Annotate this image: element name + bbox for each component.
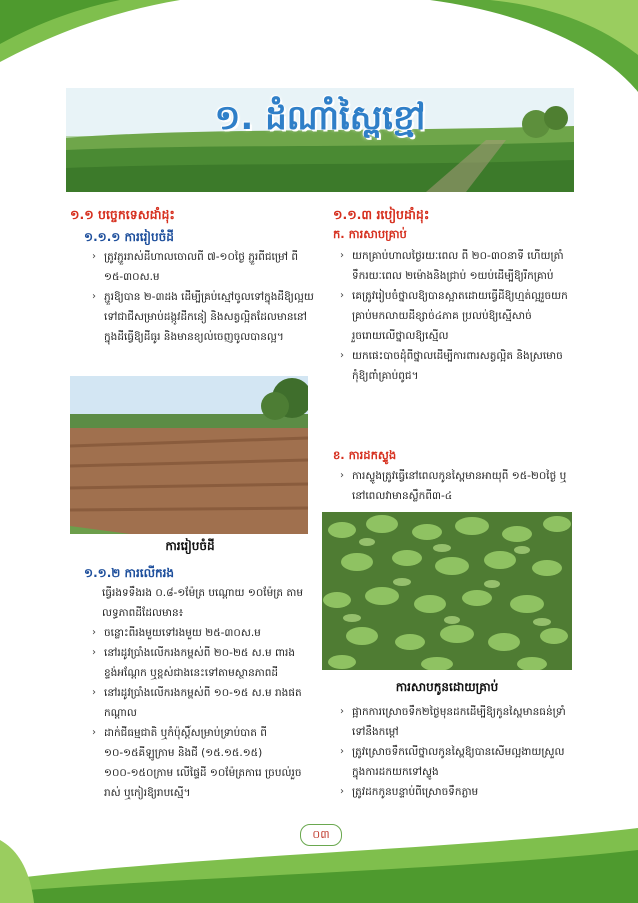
page-title: ១. ដំណាំស្ពៃខ្មៅ xyxy=(214,98,426,138)
bullet-item: › នៅរដូវប្រាំងលើករងកម្ពស់ពី ១០-១៥ ស.ម រាងផតកណ្តាល xyxy=(92,687,302,719)
bullets-a xyxy=(340,246,568,386)
intro-text: ធ្វើរងទទឹងរង ០.៨-១ម៉ែត្រ បណ្តោយ ១០ម៉ែត្រ តាមលទ្ធភាពដីដែលមាន៖ xyxy=(102,587,304,619)
bullet-item: › ត្រូវដកកូនបន្ទាប់ពីស្រោចទឹកភ្លាម xyxy=(340,786,479,798)
top-right-swoosh xyxy=(430,0,638,95)
section-heading-1-1-3: ១.១.៣ របៀបដាំដុះ xyxy=(333,207,430,222)
bullet-item: › នៅរដូវប្រាំងលើករងកម្ពស់ពី ២០-២៥ ស.ម ពារងខ្ទង់អណ្តែក ឬខ្ពស់ជាងនេះទៅតាមស្ថានភាពដី xyxy=(92,647,295,679)
bullet-item: › ភ្ជួរឱ្យបាន ២-៣ដង ដើម្បីគ្រប់ស្មៅចូលទៅក្នុងដីឱ្យល្អយទៅជាជីសម្រាប់ដង្កូវដីកនៀ និងសត្វល្អិតដែលមាននៅក្នុងដីធ្វើឱ្យដីធូរ និងមានខ្យល់ចេញចូលបានល្អ។ xyxy=(92,291,314,343)
bullet-item: › យកផេះបាចដុំពីថ្នាលដើម្បីការពារសត្វល្អិត និងស្រមោចកុំឱ្យពាំគ្រាប់ពូជ។ xyxy=(340,350,563,382)
prepared-field-photo xyxy=(70,376,308,534)
seedlings-photo xyxy=(322,512,572,670)
bullet-item: › ត្រូវស្រោចទឹកលើថ្នាលកូនស្ពៃឱ្យបានសើមល្អងាយស្រួលក្នុងការដកយកទៅស្ទូង xyxy=(340,746,565,778)
intro-1-1-2 xyxy=(92,583,314,623)
section-heading-1-1: ១.១ បច្ចេកទេសដាំដុះ xyxy=(70,207,175,222)
photo2-caption: ការសាបកូនដោយគ្រាប់ xyxy=(395,680,499,694)
subheading-b: ខ. ការដកស្ទូង xyxy=(333,448,397,462)
bullet-item: › គេត្រូវរៀបចំថ្នាលឱ្យបានស្អាតដោយធ្វើដីឱ្យហ្មត់ល្អរួចយកគ្រាប់មកលាយដីខ្សាច់៤ភាគ ប្រលប់ឱ្យស្មើសាច់ រួចរោយលើថ្នាលឱ្យស្មើល xyxy=(340,290,568,342)
bullets-1-1-1 xyxy=(92,247,314,347)
bullet-item: › ត្រូវភ្ជួររាស់ដីហាលចោលពី ៧-១០ថ្ងៃ ភ្ជួរពីជម្រៅ ពី ១៥-៣០ស.ម xyxy=(92,251,299,283)
subheading-1-1-1: ១.១.១ ការរៀបចំដី xyxy=(84,230,174,244)
top-left-swoosh xyxy=(0,0,180,70)
title-banner xyxy=(66,88,574,192)
bullet-item: › ចន្លោះពីរងមួយទៅរងមួយ ២៥-៣០ស.ម xyxy=(92,627,261,639)
photo1-caption: ការរៀបចំដី xyxy=(165,539,215,553)
page-number: ០៣ xyxy=(300,824,342,846)
bullets-1-1-2 xyxy=(92,623,314,803)
bullets-c xyxy=(340,702,568,802)
bullet-item: › ដាក់ជីធម្មជាតិ ឬកំប៉ុស្តិ៍សម្រាប់ទ្រាប់បាត ពី ១០-១៥គីឡូក្រាម និងជី (១៥.១៥.១៥) ១០០-១៥០ក្រាម លើផ្ទៃដី ១០ម៉ែត្រការេ ច្របល់រួចរាស់ ឬកៀរឱ្យរាបស្មើ។ xyxy=(92,727,302,799)
bottom-left-curve xyxy=(0,840,60,903)
subheading-a: ក. ការសាបគ្រាប់ xyxy=(333,227,407,241)
bullets-b xyxy=(340,466,568,506)
bullet-item: › ផ្អាកការស្រោចទឹក២ថ្ងៃមុនដកដើម្បីឱ្យកូនស្ពៃមានធន់ទ្រាំទៅនឹងកម្តៅ xyxy=(340,706,566,738)
subheading-1-1-2: ១.១.២ ការលើករង xyxy=(84,566,175,580)
bullet-item: › យកគ្រាប់ហាលថ្ងៃរយៈពេល ពី ២០-៣០នាទី ហើយត្រាំទឹករយៈពេល ២ម៉ោងនិងជ្រាប់ ១យប់ដើម្បីឱ្យរីកគ្រាប់ xyxy=(340,250,564,282)
bullet-item: › ការស្ទូងត្រូវធ្វើនៅពេលកូនស្ពៃមានអាយុពី ១៥-២០ថ្ងៃ ឬនៅពេលវាមានស្លឹកពី៣-៤ xyxy=(340,470,567,502)
